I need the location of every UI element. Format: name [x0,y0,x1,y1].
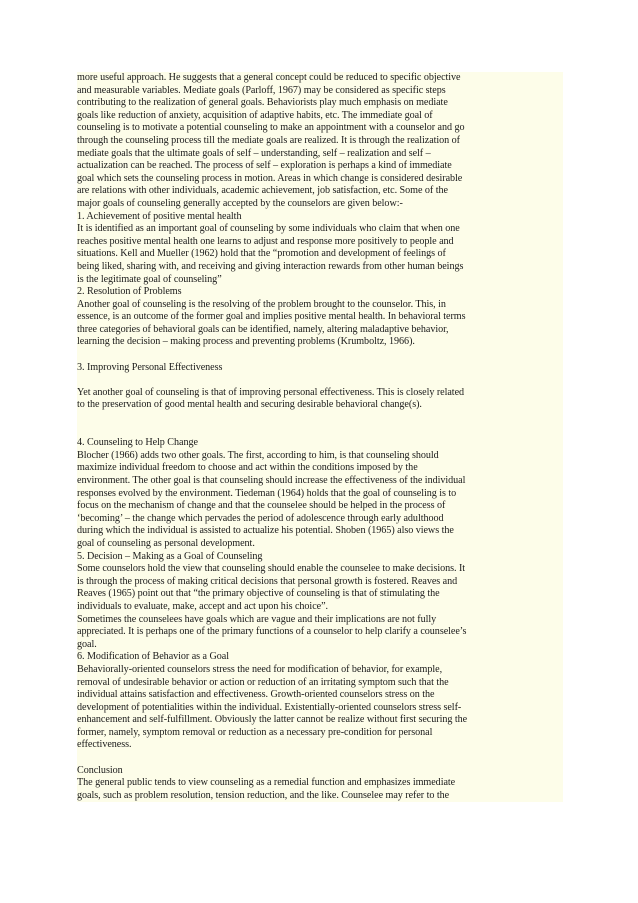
text-line: 3. Improving Personal Effectiveness [77,361,223,373]
text-line: more useful approach. He suggests that a general concept could be reduced to specific objective [77,72,461,83]
text-line: counseling is to motivate a potential counseling to make an appointment with a counselor and go [77,122,465,134]
blank-line [77,349,563,362]
text-line: enhancement and self-fulfillment. Obviously the latter cannot be realize without first securing the [77,714,468,726]
text-line: are relations with other individuals, academic achievement, job satisfaction, etc. Some of the [77,185,448,197]
text-line: 1. Achievement of positive mental health [77,210,242,222]
text-line: Another goal of counseling is the resolving of the problem brought to the counselor. This, in [77,298,446,310]
text-line: learning the decision – making process and preventing problems (Krumboltz, 1966). [77,336,415,348]
text-line: reaches positive mental health one learns to adjust and response more positively to people and [77,235,454,247]
blank-line [77,412,563,425]
text-line: situations. Kell and Mueller (1962) hold that the “promotion and development of feelings of [77,248,446,260]
text-line: goal. [77,638,97,650]
blank-line [77,374,563,387]
text-line: Some counselors hold the view that counseling should enable the counselee to make decisions. It [77,563,466,575]
text-line: 5. Decision – Making as a Goal of Counseling [77,550,263,562]
text-line: goals, such as problem resolution, tension reduction, and the like. Counselee may refer to the [77,789,450,801]
text-line: essence, is an outcome of the former goal and implies positive mental health. In behavioral terms [77,311,466,323]
text-line: appreciated. It is perhaps one of the primary functions of a counselor to help clarify a counselee’s [77,626,467,638]
text-line: effectiveness. [77,739,132,751]
text-line: goals like reduction of anxiety, acquisition of adaptive habits, etc. The immediate goal of [77,109,433,121]
text-line: 2. Resolution of Problems [77,286,182,298]
text-line: mediate goals that the ultimate goals of self – understanding, self – realization and self – [77,147,431,159]
text-line: Yet another goal of counseling is that of improving personal effectiveness. This is closely related [77,386,465,398]
text-line: Reaves (1965) point out that “the primary objective of counseling is that of stimulating the [77,588,440,600]
text-line: former, namely, symptom removal or reduction as a necessary pre-condition for personal [77,726,433,738]
text-line: Sometimes the counselees have goals which are vague and their implications are not fully [77,613,437,625]
text-line: contributing to the realization of general goals. Behaviorists play much emphasis on mediate [77,97,448,109]
blank-line [77,425,563,438]
text-line: goal which sets the counseling process in motion. Areas in which change is considered desirable [77,172,463,184]
text-line: major goals of counseling generally accepted by the counselors are given below:- [77,197,403,209]
text-line: and measurable variables. Mediate goals (Parloff, 1967) may be considered as specific steps [77,84,446,96]
text-line: ‘becoming’ – the change which pervades the period of adolescence through early adulthood [77,512,444,524]
text-line: maximize individual freedom to choose and act within the conditions imposed by the [77,462,418,474]
text-line: removal of undesirable behavior or action or reduction of an irritating symptom such that the [77,676,449,688]
text-line: focus on the mechanism of change and that the counselee should be helped in the process of [77,500,446,512]
text-line: Conclusion [77,764,123,776]
text-line: to the preservation of good mental health and securing desirable behavioral change(s). [77,399,422,411]
text-line: 6. Modification of Behavior as a Goal [77,651,229,663]
text-line: during which the individual is assisted to actualize his potential. Shoben (1965) also views the [77,525,454,537]
text-line: The general public tends to view counseling as a remedial function and emphasizes immediate [77,777,456,789]
text-line: individuals to evaluate, make, accept and act upon his choice”. [77,600,329,612]
text-line: being liked, sharing with, and receiving and giving interaction rewards from other human beings [77,260,464,272]
text-line: responses evolved by the environment. Tiedeman (1964) holds that the goal of counseling is to [77,487,457,499]
text-line: Blocher (1966) adds two other goals. The first, according to him, is that counseling should [77,449,439,461]
text-line: 4. Counseling to Help Change [77,437,198,449]
text-line: through the counseling process till the mediate goals are realized. It is through the realization of [77,134,460,146]
text-line: actualization can be reached. The process of self – exploration is perhaps a kind of immediate [77,160,452,172]
text-line: individual attains satisfaction and effectiveness. Growth-oriented counselors stress on the [77,689,435,701]
text-line: It is identified as an important goal of counseling by some individuals who claim that when one [77,223,460,235]
blank-line [77,752,563,765]
text-line: is through the process of making critical decisions that personal growth is fostered. Reaves and [77,575,458,587]
text-line: development of potentialities within the individual. Existentially-oriented counselors stress self- [77,701,462,713]
text-line: goal of counseling as personal development. [77,537,255,549]
text-line: Behaviorally-oriented counselors stress the need for modification of behavior, for example, [77,663,443,675]
text-line: three categories of behavioral goals can be identified, namely, altering maladaptive behavior, [77,323,449,335]
text-line: environment. The other goal is that counseling should increase the effectiveness of the individual [77,475,466,486]
text-line: is the legitimate goal of counseling” [77,273,222,285]
document-text-block [77,72,563,802]
